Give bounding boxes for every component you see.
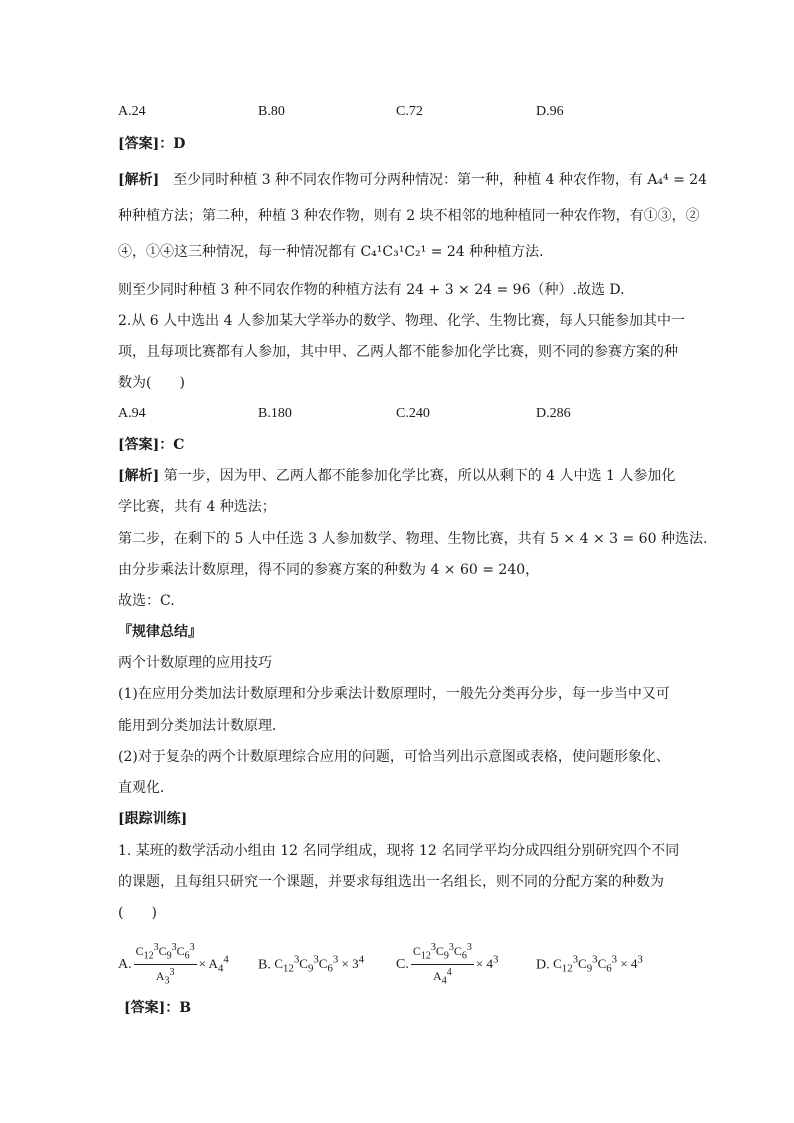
q2-analysis-line-2: 学比赛，共有 4 种选法；: [118, 499, 276, 515]
q1-analysis-text-1: 至少同时种植 3 种不同农作物可分两种情况：第一种，种植 4 种农作物，有 A₄⁴ = 24: [173, 172, 708, 188]
option-c-label: C.: [396, 957, 409, 973]
summary-title: 『规律总结』: [118, 624, 202, 640]
practice-1-answer: [答案]：B: [124, 1000, 192, 1016]
q2-answer: [答案]：C: [118, 437, 185, 453]
practice-1-option-a: A. $\frac{C_{12}^3C_9^3C_6^3}{A_3^3}$ × $A_4^4$: [118, 942, 229, 987]
q2-stem-line-3: 数为( ): [118, 375, 185, 391]
q2-stem-line-1: 2.从 6 人中选出 4 人参加某大学举办的数学、物理、化学、生物比赛，每人只能参加其中一: [118, 313, 685, 329]
practice-1-option-b: B. $C_{12}^3C_9^3C_6^3 \times 3^4$: [258, 954, 365, 975]
practice-title: [跟踪训练]: [118, 811, 188, 827]
q1-analysis-line-2: 种种植方法；第二种，种植 3 种农作物，则有 2 块不相邻的地种植同一种农作物，有①③，②: [118, 208, 700, 224]
summary-p1-line-2: 能用到分类加法计数原理．: [118, 718, 286, 734]
q1-analysis-line-4: 则至少同时种植 3 种不同农作物的种植方法有 24 + 3 × 24 = 96（种）.故选 D.: [118, 282, 625, 298]
option-d-label: D.: [536, 957, 550, 973]
q1-analysis-line-1: [118, 170, 707, 190]
summary-p2-line-2: 直观化．: [118, 780, 174, 796]
q2-analysis-line-4: 由分步乘法计数原理，得不同的参赛方案的种数为 4 × 60 = 240，: [118, 562, 540, 578]
practice-1-option-d: D. $C_{12}^3C_9^3C_6^3 \times 4^3$: [536, 954, 643, 975]
practice-1-option-c: C. $\frac{C_{12}^3C_9^3C_6^3}{A_4^4}$ × $4^3$: [396, 942, 499, 987]
q2-analysis-tag: [解析]: [118, 468, 160, 484]
q2-analysis-line-1: [118, 466, 675, 486]
practice-1-line-1: 1. 某班的数学活动小组由 12 名同学组成，现将 12 名同学平均分成四组分别研究四个不同: [118, 843, 680, 859]
q2-analysis-line-5: 故选：C.: [118, 593, 175, 609]
q1-analysis-tag: [解析]: [118, 172, 160, 188]
q2-option-a: A.94: [118, 406, 146, 421]
option-b-label: B.: [258, 957, 271, 973]
q1-option-a: A.24: [118, 104, 146, 119]
q1-answer: [答案]：D: [118, 136, 186, 152]
summary-p2-line-1: (2)对于复杂的两个计数原理综合应用的问题，可恰当列出示意图或表格，使问题形象化、: [118, 749, 670, 765]
summary-p1-line-1: (1)在应用分类加法计数原理和分步乘法计数原理时，一般先分类再分步，每一步当中又可: [118, 686, 670, 702]
q1-option-b: B.80: [258, 104, 285, 119]
q2-option-c: C.240: [396, 406, 430, 421]
q1-analysis-line-3: ④，①④这三种情况，每一种情况都有 C₄¹C₃¹C₂¹ = 24 种种植方法.: [118, 244, 544, 260]
practice-1-line-3: ( ): [118, 905, 157, 921]
summary-subtitle: 两个计数原理的应用技巧: [118, 655, 272, 671]
q2-analysis-line-3: 第二步，在剩下的 5 人中任选 3 人参加数学、物理、生物比赛，共有 5 × 4 × 3 = 60 种选法.: [118, 531, 708, 547]
q1-option-d: D.96: [536, 104, 564, 119]
q2-option-d: D.286: [536, 406, 571, 421]
option-a-label: A.: [118, 957, 132, 973]
q2-stem-line-2: 项，且每项比赛都有人参加，其中甲、乙两人都不能参加化学比赛，则不同的参赛方案的种: [118, 344, 678, 360]
q2-option-b: B.180: [258, 406, 292, 421]
q1-option-c: C.72: [396, 104, 423, 119]
q2-analysis-text-1: 第一步，因为甲、乙两人都不能参加化学比赛，所以从剩下的 4 人中选 1 人参加化: [163, 468, 676, 484]
practice-1-line-2: 的课题，且每组只研究一个课题，并要求每组选出一名组长，则不同的分配方案的种数为: [118, 874, 664, 890]
